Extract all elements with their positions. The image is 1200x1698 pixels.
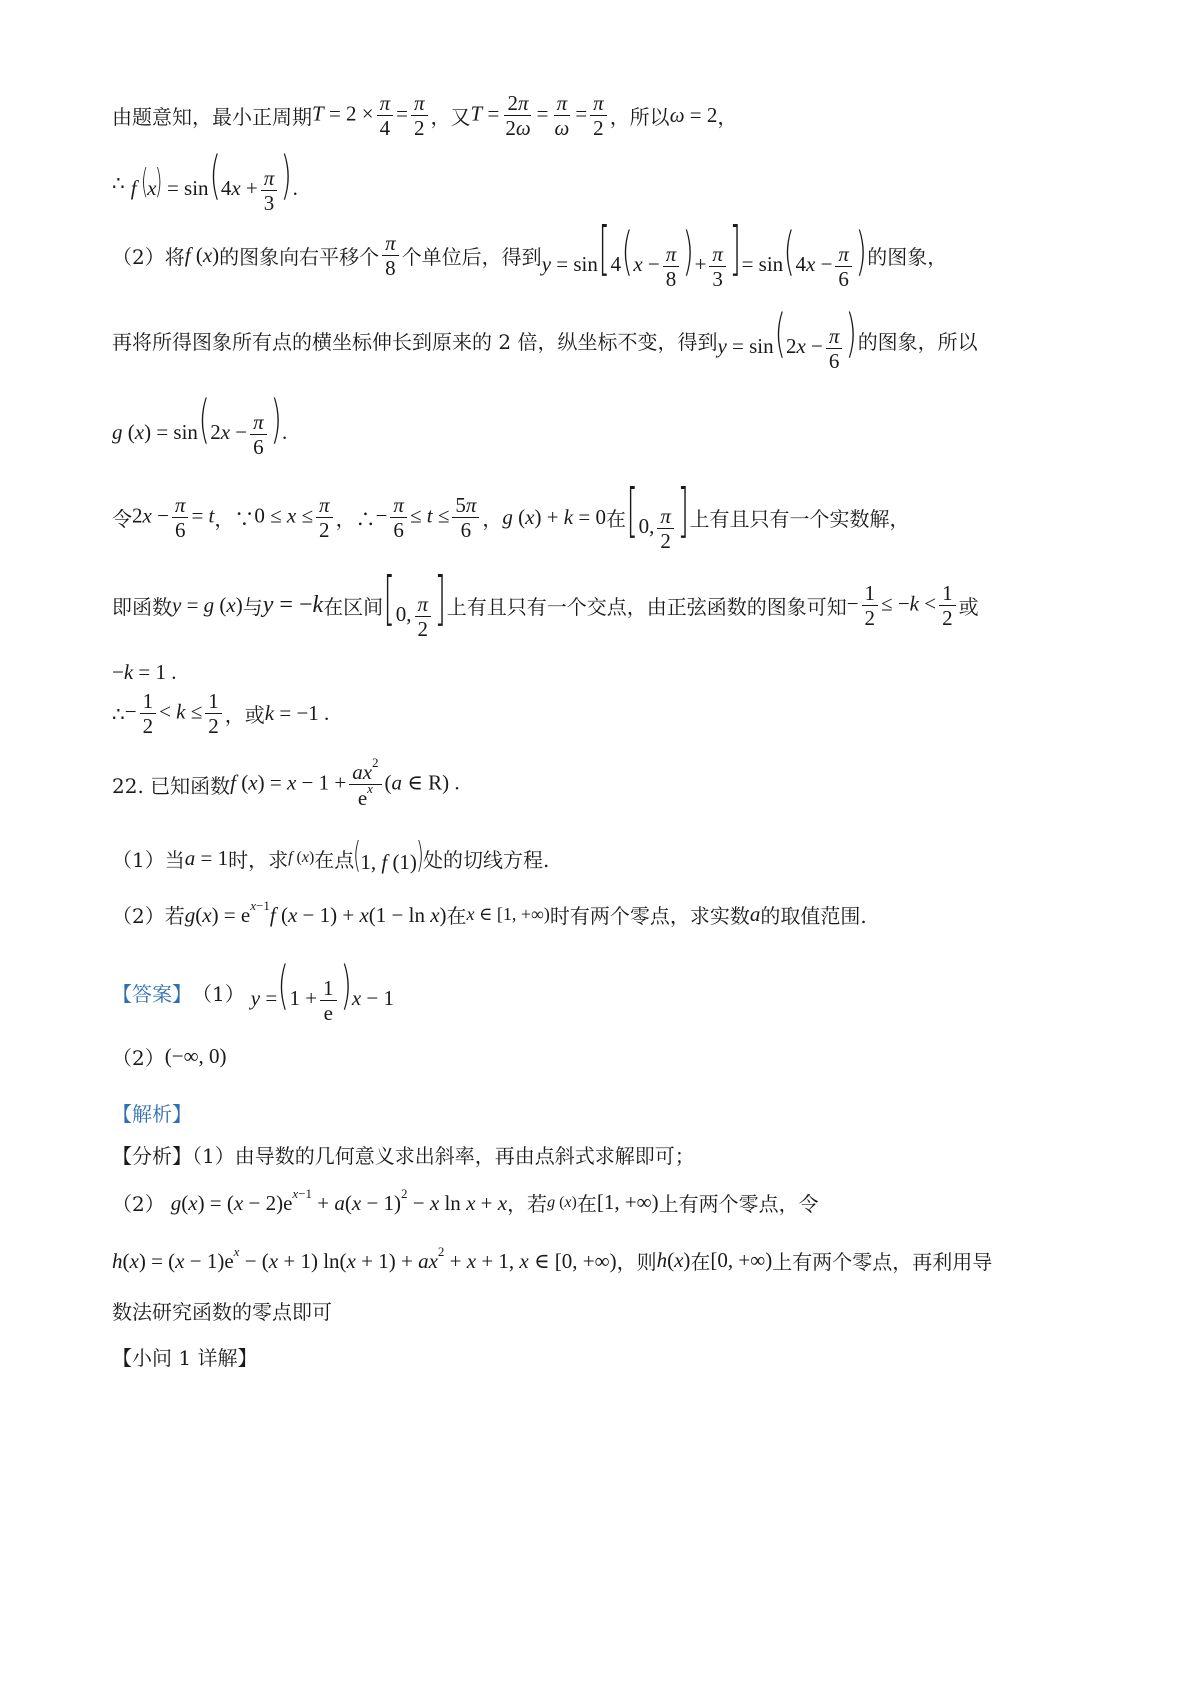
formula-g: g (x) = sin(2x − $\frac{\pi}{6}$ ). (112, 390, 288, 459)
line-g-def (112, 390, 288, 459)
formula-f: f (x) = sin(4x + $\frac{\pi}{3}$ ). (130, 146, 298, 215)
line-k-range: ∴ − $\frac{1}{2}$ < k ≤ $\frac{1}{2}$ ，或 k = −1 . (112, 689, 330, 739)
answer-label: 【答案】 (112, 982, 192, 1007)
line-shift: （2）将 f (x) 的图象向右平移个 $\frac{\pi}{8}$ 个单位后，得到 y = sin[4(x − $\frac{\pi}{8}$ )+ $\frac{\pi}{3}$ ]= sin(4x − $\frac{\pi}{6}$ ) 的图象， (112, 214, 948, 291)
line-k-equals: −k = 1 . (112, 660, 177, 684)
line-f-def: ∴ f (x) = sin(4x + $\frac{\pi}{3}$ ). (112, 146, 298, 215)
formula-T-omega: T = $\frac{2\pi}{2\omega}$ = $\frac{\pi}{\omega}$ = $\frac{\pi}{2}$ (471, 92, 610, 139)
formula-shifted: y = sin[4(x − $\frac{\pi}{8}$ )+ $\frac{\pi}{3}$ ]= sin(4x − $\frac{\pi}{6}$ ) (541, 214, 867, 291)
answer-part2: （2） (−∞, 0) (112, 1044, 227, 1070)
formula-omega: ω = 2 (669, 103, 718, 128)
answer-part1: 【答案】 （1） y =(1 + $\frac{1}{e}$ )x − 1 (112, 956, 395, 1025)
question-22-part1: （1）当 a = 1 时，求 f (x) 在点 (1, f (1)) 处的切线方程. (112, 835, 550, 876)
analysis-part2-b: $h(x) = (x - 1)e^x - (x + 1)$ $\ln(x + 1) + ax^2 + x + 1$, x ∈ [0, +∞) ，则 h(x) 在 [0, +∞) 上有两个零点，再利用导 (112, 1243, 993, 1274)
subquestion-1-header: 【小问 1 详解】 (112, 1346, 258, 1370)
question-22: 22. 已知函数 f (x) = x − 1 + $\frac{ax^2}{e^x}$ (a ∈ R) . (112, 755, 460, 811)
analysis-label: 【解析】 (112, 1102, 192, 1126)
analysis-part2-a: （2） $g(x) = (x - 2)e^{x-1} + a(x - 1)^2 - x$ ln x + x ，若 g (x) 在 [1, +∞) 上有两个零点，令 (112, 1185, 819, 1216)
formula-T: T = 2 × $\frac{\pi}{4}$ = $\frac{\pi}{2}$ (312, 92, 431, 139)
analysis-part2-c: 数法研究函数的零点即可 (112, 1300, 332, 1324)
line-stretch: 再将所得图象所有点的横坐标伸长到原来的 2 倍，纵坐标不变，得到 y = sin(2x − $\frac{\pi}{6}$ ) 的图象，所以 (112, 304, 978, 373)
line-period: 由题意知，最小正周期 T = 2 × $\frac{\pi}{4}$ = $\frac{\pi}{2}$ ，又 T = $\frac{2\pi}{2\omega}$ = $\frac{\pi}{\omega}$ = $\frac{\pi}{2}$ ，所以 ω = 2 ， (112, 91, 738, 141)
line-substitution: 令 2x − $\frac{\pi}{6}$ = t ，∵ 0 ≤ x ≤ $\frac{\pi}{2}$ ，∴ − $\frac{\pi}{6}$ ≤ t ≤ $\frac{5\pi}{6}$ ， g (x) + k = 0 在 [0, $\frac{\pi}{2}$ ] 上有且只有一个实数解， (112, 476, 910, 553)
line-intersection: 即函数 y = g (x) 与 y = −k 在区间 [0, $\frac{\pi}{2}$ ] 上有且只有一个交点，由正弦函数的图象可知 − $\frac{1}{2}$ ≤ −k < $\frac{1}{2}$ 或 (112, 564, 979, 641)
question-22-part2: （2）若 $g(x) = e^{x-1}f$ (x − 1) + x(1 − ln x) 在 x ∈ [1, +∞) 时有两个零点，求实数 a 的取值范围. (112, 897, 867, 928)
analysis-summary: 【分析】（1）由导数的几何意义求出斜率，再由点斜式求解即可； (112, 1144, 695, 1168)
